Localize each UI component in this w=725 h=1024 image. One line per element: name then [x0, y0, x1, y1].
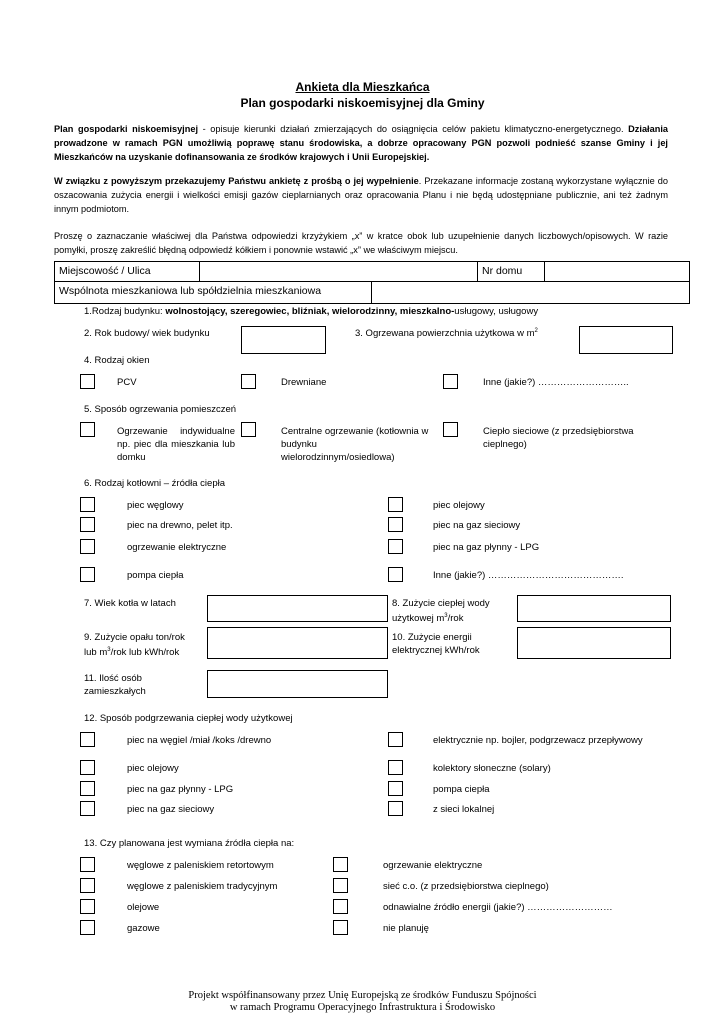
q5-label: 5. Sposób ogrzewania pomieszczeń: [84, 404, 237, 415]
table-divider: [477, 262, 478, 281]
q12-option-localnet: z sieci lokalnej: [433, 804, 495, 815]
q3-label: [355, 328, 538, 339]
q13-option-electric: ogrzewanie elektryczne: [383, 860, 483, 871]
q8-label: [392, 597, 514, 625]
q13-checkbox-retort[interactable]: [80, 857, 95, 872]
q4-checkbox-pcv[interactable]: [80, 374, 95, 389]
q11-label: [84, 672, 204, 698]
q13-option-traditional: węglowe z paleniskiem tradycyjnym: [127, 881, 278, 892]
q6-checkbox-electric[interactable]: [80, 539, 95, 554]
q12-option-lpg: piec na gaz płynny - LPG: [127, 784, 234, 795]
q6-option-heatpump: pompa ciepła: [127, 570, 184, 581]
q5-option-individual: Ogrzewanie indywidualne np. piec dla mieszkania lub domku: [117, 426, 235, 463]
q9-input[interactable]: [207, 627, 388, 659]
q8-input[interactable]: [517, 595, 671, 622]
q9-label-line2: [84, 644, 204, 659]
q7-label: 7. Wiek kotła w latach: [84, 598, 176, 609]
intro-paragraph-2: [54, 174, 668, 216]
q6-option-netgas: piec na gaz sieciowy: [433, 520, 521, 531]
q5-checkbox-district[interactable]: [443, 422, 458, 437]
q1-prefix: 1.Rodzaj budynku:: [84, 306, 166, 317]
q4-checkbox-wood[interactable]: [241, 374, 256, 389]
q3-label-sup: 2: [534, 328, 538, 334]
house-no-input[interactable]: [545, 262, 689, 281]
q6-option-other: Inne (jakie?) …………………………………….: [433, 570, 624, 581]
q6-checkbox-netgas[interactable]: [388, 517, 403, 532]
q5-checkbox-central[interactable]: [241, 422, 256, 437]
q13-checkbox-renewable[interactable]: [333, 899, 348, 914]
q5-option-central: Centralne ogrzewanie (kotłownia w budynku wielorodzinnym/osiedlowa): [281, 426, 429, 463]
q12-checkbox-coal[interactable]: [80, 732, 95, 747]
q6-option-wood: piec na drewno, pelet itp.: [127, 520, 233, 531]
intro-p1-bold-end: Działania prowadzone w ramach PGN umożliwią poprawę stanu środowiska, a dobrze opracowany PGN pozwoli podnieść szanse Gminy i jej Mieszkańców na uzyskanie dofinansowania ze środków krajowych i Unii Europejskiej.: [54, 124, 668, 162]
q1-label: [84, 306, 538, 317]
intro-paragraph-3: Proszę o zaznaczanie właściwej dla Państwa odpowiedzi krzyżykiem „x” w kratce obok lub uzupełnienie danych liczbowych/opisowych. W razie pomyłki, proszę zakreślić błędną odpowiedź kółkiem i ponownie wstawić „x” we właściwym miejscu.: [54, 231, 668, 255]
q12-label: 12. Sposób podgrzewania ciepłej wody użytkowej: [84, 713, 293, 724]
q12-option-netgas: piec na gaz sieciowy: [127, 804, 215, 815]
community-label: Wspólnota mieszkaniowa lub spółdzielnia mieszkaniowa: [59, 285, 322, 297]
q13-option-oil: olejowe: [127, 902, 160, 913]
q12-option-oil: piec olejowy: [127, 763, 179, 774]
q2-input[interactable]: [241, 326, 326, 354]
q10-input[interactable]: [517, 627, 671, 659]
q11-label-line1: 11. Ilość osób: [84, 673, 142, 684]
q12-option-heatpump: pompa ciepła: [433, 784, 490, 795]
q13-option-retort: węglowe z paleniskiem retortowym: [127, 860, 274, 871]
q6-checkbox-oil[interactable]: [388, 497, 403, 512]
q6-option-electric: ogrzewanie elektryczne: [127, 542, 227, 553]
q13-option-district: sieć c.o. (z przedsiębiorstwa cieplnego): [383, 881, 549, 892]
footer-line-1: Projekt współfinansowany przez Unię Europejską ze środków Funduszu Spójności: [188, 990, 537, 1001]
q9-label-text2a: lub m: [84, 647, 108, 658]
q3-label-text: 3. Ogrzewana powierzchnia użytkowa w m: [355, 328, 535, 339]
q4-checkbox-other[interactable]: [443, 374, 458, 389]
locality-label: Miejscowość / Ulica: [59, 265, 151, 277]
q13-option-none: nie planuję: [383, 923, 429, 934]
q11-label-line2: zamieszkałych: [84, 686, 146, 697]
q3-input[interactable]: [579, 326, 673, 354]
footer-line-2: w ramach Programu Operacyjnego Infrastruktura i Środowisko: [229, 1002, 496, 1013]
q12-option-coal: piec na węgiel /miał /koks /drewno: [127, 735, 272, 746]
intro-p1-bold-start: Plan gospodarki niskoemisyjnej: [54, 124, 199, 134]
address-table: [54, 261, 690, 304]
q12-checkbox-netgas[interactable]: [80, 801, 95, 816]
form-title: Ankieta dla Mieszkańca: [295, 80, 430, 94]
q4-option-wood: Drewniane: [281, 377, 327, 388]
q13-checkbox-electric[interactable]: [333, 857, 348, 872]
q12-checkbox-oil[interactable]: [80, 760, 95, 775]
q12-checkbox-localnet[interactable]: [388, 801, 403, 816]
q8-label-text2b: /rok: [447, 613, 464, 624]
q13-checkbox-district[interactable]: [333, 878, 348, 893]
q6-checkbox-wood[interactable]: [80, 517, 95, 532]
q13-option-renewable: odnawialne źródło energii (jakie?) ………………………: [383, 902, 613, 913]
q11-input[interactable]: [207, 670, 388, 698]
q7-input[interactable]: [207, 595, 388, 622]
q6-checkbox-other[interactable]: [388, 567, 403, 582]
q4-option-pcv: PCV: [117, 377, 137, 388]
q13-checkbox-oil[interactable]: [80, 899, 95, 914]
q12-checkbox-solar[interactable]: [388, 760, 403, 775]
community-input[interactable]: [372, 282, 689, 303]
q12-checkbox-lpg[interactable]: [80, 781, 95, 796]
q10-label-line1: 10. Zużycie energii: [392, 632, 472, 643]
intro-paragraph-1: [54, 122, 668, 164]
q10-label-line2: elektrycznej kWh/rok: [392, 645, 480, 656]
q12-option-solar: kolektory słoneczne (solary): [433, 763, 551, 774]
intro-p1-text: - opisuje kierunki działań zmierzających do osiągnięcia celów pakietu klimatyczno-energetycznego.: [198, 124, 629, 134]
q6-option-oil: piec olejowy: [433, 500, 485, 511]
q13-checkbox-traditional[interactable]: [80, 878, 95, 893]
q8-label-line1: [392, 597, 514, 610]
q9-label-sup: 3: [107, 647, 111, 653]
q9-label-line1: 9. Zużycie opału ton/rok: [84, 632, 185, 643]
q9-label-text2b: /rok lub kWh/rok: [110, 647, 180, 658]
q13-label: 13. Czy planowana jest wymiana źródła ciepła na:: [84, 838, 295, 849]
q5-option-district: Ciepło sieciowe (z przedsiębiorstwa cieplnego): [483, 426, 634, 450]
q8-label-line2: [392, 610, 514, 625]
q1-suffix: usługowy, usługowy: [454, 306, 539, 317]
house-no-label: Nr domu: [482, 265, 523, 277]
q13-checkbox-gas[interactable]: [80, 920, 95, 935]
q2-label: 2. Rok budowy/ wiek budynku: [84, 328, 210, 339]
q4-label: 4. Rodzaj okien: [84, 355, 150, 366]
q6-option-lpg: piec na gaz płynny - LPG: [433, 542, 540, 553]
locality-input[interactable]: [200, 262, 477, 281]
q8-label-sup: 3: [444, 613, 448, 619]
q1-options: wolnostojący, szeregowiec, bliźniak, wielorodzinny, mieszkalno-: [165, 306, 455, 317]
form-subtitle: Plan gospodarki niskoemisyjnej dla Gminy: [240, 96, 485, 110]
q4-option-other: Inne (jakie?) ………………………..: [483, 377, 629, 388]
q6-checkbox-coal[interactable]: [80, 497, 95, 512]
q13-option-gas: gazowe: [127, 923, 160, 934]
intro-p2-text: . Przekazane informacje zostaną wykorzystane wyłącznie do oszacowania zużycia energii i wielkości emisji gazów cieplarnianych oraz opracowania Planu i nie będą udostępniane publicznie, ani też żadnym innym podmiotom.: [54, 176, 668, 214]
q6-option-coal: piec węglowy: [127, 500, 184, 511]
q6-checkbox-heatpump[interactable]: [80, 567, 95, 582]
q6-label: 6. Rodzaj kotłowni – źródła ciepła: [84, 478, 225, 489]
q9-label: [84, 631, 204, 659]
q10-label: [392, 631, 514, 657]
q13-checkbox-none[interactable]: [333, 920, 348, 935]
q12-checkbox-heatpump[interactable]: [388, 781, 403, 796]
q6-checkbox-lpg[interactable]: [388, 539, 403, 554]
intro-p2-bold: W związku z powyższym przekazujemy Państwu ankietę z prośbą o jej wypełnienie: [54, 176, 419, 186]
q12-checkbox-electric[interactable]: [388, 732, 403, 747]
q8-label-text1: 8. Zużycie ciepłej wody: [392, 598, 490, 609]
q8-label-text2a: użytkowej m: [392, 613, 445, 624]
q12-option-electric: elektrycznie np. bojler, podgrzewacz przepływowy: [433, 735, 643, 746]
q5-checkbox-individual[interactable]: [80, 422, 95, 437]
